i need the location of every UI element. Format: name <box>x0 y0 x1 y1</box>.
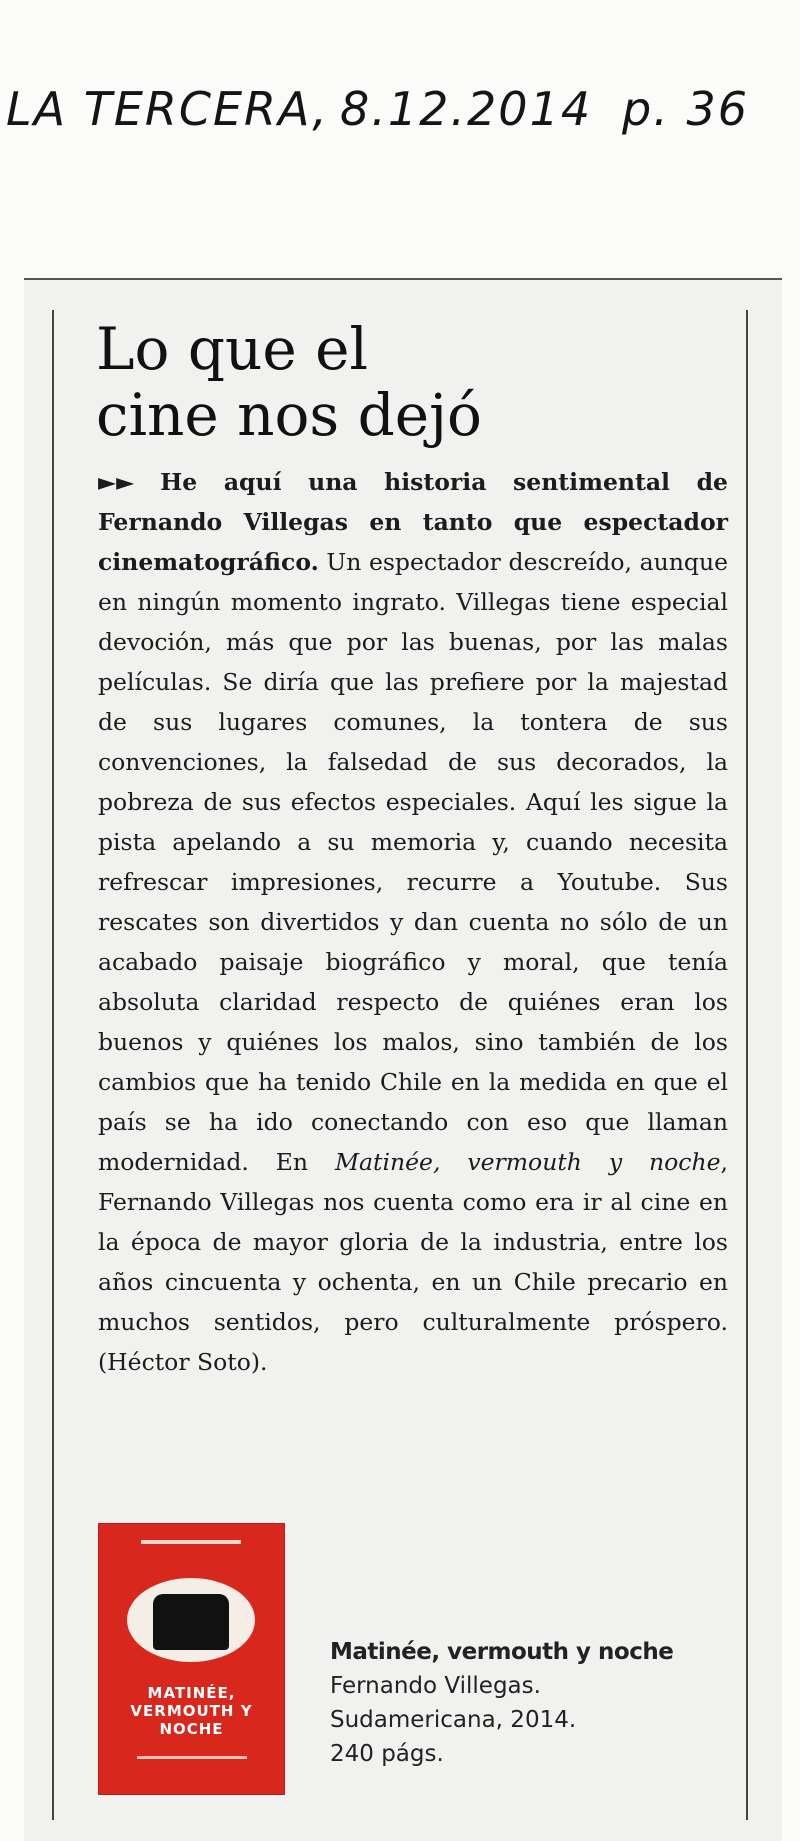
body-text-end: , Fernando Villegas nos cuenta como era ir al cine en la época de mayor gloria de la industria, entre los años cincuenta y ochenta, en un Chile precario en muchos sentidos, pero culturalmente próspero. (Héctor Soto). <box>98 1148 728 1376</box>
handwritten-source: LA TERCERA, <box>6 82 329 136</box>
book-title: Matinée, vermouth y noche <box>330 1639 674 1665</box>
book-author: Fernando Villegas. <box>330 1673 541 1699</box>
handwritten-page: p. 36 <box>622 82 749 136</box>
handwritten-source-note <box>0 70 800 160</box>
cover-top-line <box>141 1540 241 1544</box>
book-pages: 240 págs. <box>330 1741 444 1767</box>
projector-icon <box>153 1594 229 1650</box>
body-text: Un espectador descreído, aunque en ningún momento ingrato. Villegas tiene especial devoción, más que por las buenas, por las malas películas. Se diría que las prefiere por la majestad de sus lugares comunes, la tontera de sus convenciones, la falsedad de sus decorados, la pobreza de sus efectos especiales. Aquí les sigue la pista apelando a su memoria y, cuando necesita refrescar impresiones, recurre a Youtube. Sus rescates son divertidos y dan cuenta no sólo de un acabado paisaje biográfico y moral, que tenía absoluta claridad respecto de quiénes eran los buenos y quiénes los malos, sino también de los cambios que ha tenido Chile en la medida en que el país se ha ido conectando con eso que llaman modernidad. En <box>98 548 728 1176</box>
article-title-line-1: Lo que el <box>96 315 368 383</box>
cover-bottom-line <box>137 1756 247 1759</box>
right-column-rule <box>746 310 748 1820</box>
book-cover-image <box>99 1524 284 1794</box>
left-column-rule <box>52 310 54 1820</box>
book-publisher: Sudamericana, 2014. <box>330 1707 577 1733</box>
lead-marker: ►► <box>98 468 135 496</box>
article-title-line-2: cine nos dejó <box>96 381 482 449</box>
book-credits <box>330 1635 750 1771</box>
article-title <box>96 316 696 448</box>
article-body <box>98 462 728 1382</box>
newspaper-clipping <box>24 278 782 1841</box>
cover-title: MATINÉE, VERMOUTH Y NOCHE <box>130 1684 253 1738</box>
book-title-inline: Matinée, vermouth y noche <box>334 1148 721 1176</box>
lead-text: He aquí una historia sentimental de Fernando Villegas en tanto que espectador cinematográfico. <box>98 468 728 576</box>
handwritten-date: 8.12.2014 <box>340 82 593 136</box>
